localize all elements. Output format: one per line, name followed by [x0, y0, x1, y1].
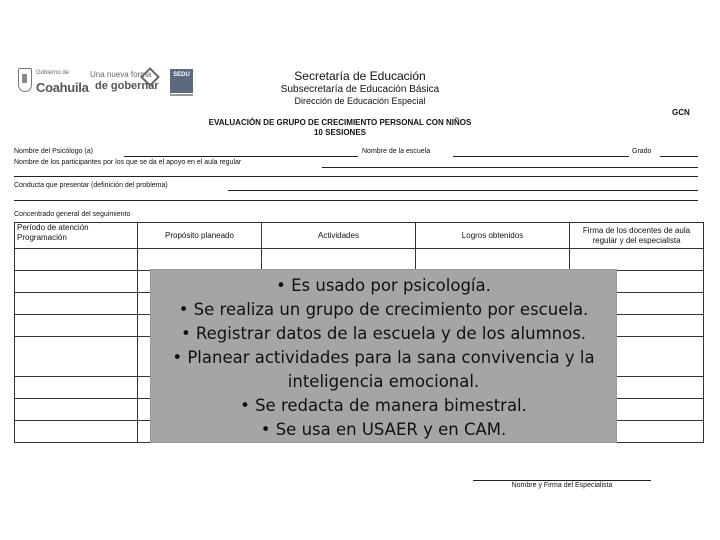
- header-department: Dirección de Educación Especial: [294, 96, 426, 106]
- conducta-field[interactable]: [228, 190, 698, 191]
- participantes-field[interactable]: [322, 167, 698, 168]
- sedu-logo-bar: [170, 94, 193, 96]
- sedu-logo: SEDU: [170, 69, 193, 93]
- bullet-item: • Es usado por psicología.: [276, 276, 491, 295]
- form-title-line1: EVALUACIÓN DE GRUPO DE CRECIMIENTO PERSONAL CON NIÑOS: [208, 118, 472, 127]
- col-header-logros: Logros obtenidos: [416, 223, 570, 249]
- summary-bullets: [159, 274, 608, 442]
- col-header-proposito: Propósito planeado: [138, 223, 262, 249]
- grado-field[interactable]: [660, 156, 698, 157]
- conducta-field-line2[interactable]: [14, 200, 698, 201]
- signature-label: Nombre y Firma del Especialista: [511, 482, 613, 489]
- slogan-big-text: de gobernar: [95, 80, 159, 92]
- conducta-label: Conducta que presentar (definición del problema): [14, 182, 168, 189]
- psicologo-field[interactable]: [124, 156, 358, 157]
- escuela-field[interactable]: [453, 156, 629, 157]
- col-header-firma: Firma de los docentes de aula regular y del especialista: [570, 223, 704, 249]
- header-subtitle: Subsecretaría de Educación Básica: [280, 84, 440, 95]
- bullet-item: • Se usa en USAER y en CAM.: [260, 420, 507, 439]
- coahuila-logo-text: Coahuila: [36, 80, 89, 95]
- summary-overlay: [151, 270, 616, 442]
- escuela-label: Nombre de la escuela: [362, 148, 431, 155]
- header-title: Secretaría de Educación: [294, 69, 426, 83]
- form-title: [150, 118, 530, 138]
- form-code: GCN: [672, 108, 690, 117]
- coahuila-shield-icon: [18, 68, 32, 92]
- psicologo-label: Nombre del Psicólogo (a): [14, 148, 93, 155]
- col-header-actividades: Actividades: [262, 223, 416, 249]
- bullet-item: • Se redacta de manera bimestral.: [240, 396, 527, 415]
- col-header-periodo: Período de atención Programación: [15, 223, 138, 249]
- slogan-small-text: Una nueva forma: [90, 70, 152, 79]
- bullet-item: • Registrar datos de la escuela y de los alumnos.: [180, 324, 587, 343]
- form-title-line2: 10 SESIONES: [313, 128, 367, 137]
- concentrado-label: Concentrado general del seguimiento: [14, 211, 131, 218]
- table-row: [15, 249, 704, 271]
- bullet-item: • Planear actividades para la sana convivencia y la inteligencia emocional.: [172, 348, 595, 391]
- participantes-field-line2[interactable]: [14, 176, 698, 177]
- grado-label: Grado: [632, 148, 652, 155]
- gob-small-text: Gobierno de: [36, 70, 70, 76]
- signature-line[interactable]: [473, 480, 651, 481]
- participantes-label: Nombre de los participantes por los que se da el apoyo en el aula regular: [14, 159, 242, 166]
- bullet-item: • Se realiza un grupo de crecimiento por escuela.: [178, 300, 589, 319]
